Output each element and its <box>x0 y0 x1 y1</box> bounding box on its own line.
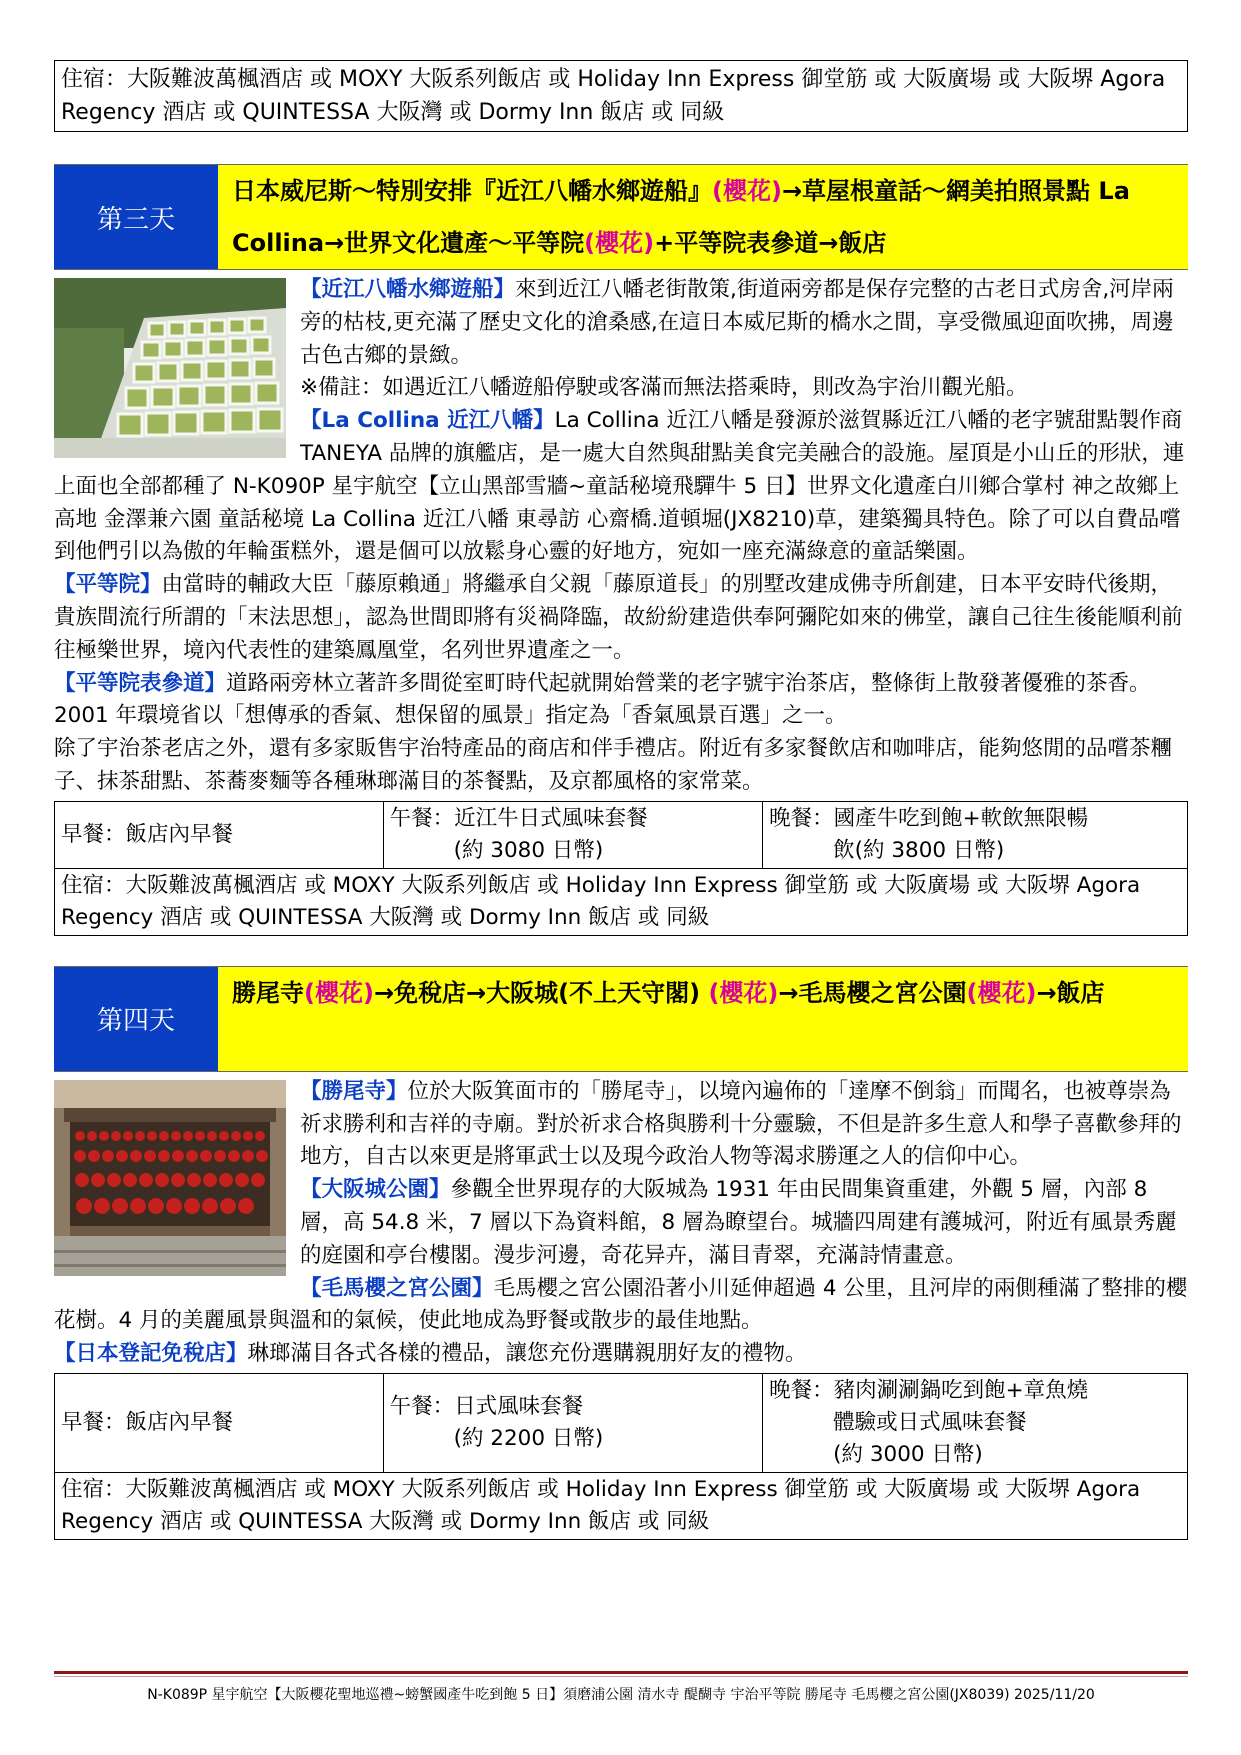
itinerary-page <box>54 60 1188 1540</box>
day3-label: 第三天 <box>54 165 218 269</box>
title-part: →飯店 <box>1036 978 1105 1007</box>
title-sakura-tag: (櫻花) <box>304 978 374 1007</box>
title-sakura-tag: (櫻花) <box>966 978 1037 1007</box>
day3-meals-table <box>54 801 1188 936</box>
dinner-line-2: 體驗或日式風味套餐 <box>833 1409 1027 1435</box>
section-text: 毛馬櫻之宮公園沿著小川延伸超過 4 公里，且河岸的兩側種滿了整排的櫻花樹。4 月的美麗風景與溫和的氣候，使此地成為野餐或散步的最佳地點。 <box>54 1275 1188 1334</box>
title-part: +平等院表參道→飯店 <box>654 229 887 257</box>
lunch-cell <box>383 801 763 868</box>
day3-header <box>54 164 1188 270</box>
day4-meals-table <box>54 1373 1188 1540</box>
section-heading: 【毛馬櫻之宮公園】 <box>300 1275 494 1301</box>
title-part: 勝尾寺 <box>232 978 304 1007</box>
lodging-box-top: 住宿：大阪難波萬楓酒店 或 MOXY 大阪系列飯店 或 Holiday Inn Express 御堂筋 或 大阪廣場 或 大阪堺 Agora Regency 酒店 或 QUINTESSA 大阪灣 或 Dormy Inn 飯店 或 同級 <box>54 60 1188 132</box>
day4-header <box>54 966 1188 1072</box>
section-heading: 【平等院】 <box>54 572 162 598</box>
section-text: 位於大阪箕面市的「勝尾寺」，以境內遍佈的「達摩不倒翁」而聞名，也被尊崇為祈求勝利和吉祥的寺廟。對於祈求合格與勝利十分靈驗，不但是許多生意人和學子喜歡參拜的地方，自古以來更是將軍武士以及現今政治人物等渴求勝運之人的信仰中心。 <box>300 1078 1182 1170</box>
dinner-cell <box>763 801 1188 868</box>
day4-title <box>218 967 1188 1071</box>
uji-shops: 除了宇治茶老店之外，還有多家販售宇治特產品的商店和伴手禮店。附近有多家餐飲店和咖啡店，能夠悠閒的品嚐茶糰子、抹茶甜點、茶蕎麥麵等各種琳瑯滿目的茶餐點，及京都風格的家常菜。 <box>54 736 1173 794</box>
title-part: →草屋根童話～網美拍照景點 La Collina→世界文化遺產～平等院 <box>232 177 1130 257</box>
dinner-price: (約 3000 日幣) <box>833 1441 983 1467</box>
section-text: 由當時的輔政大臣「藤原賴通」將繼承自父親「藤原道長」的別墅改建成佛寺所創建，日本平安時代後期，貴族間流行所謂的「末法思想」，認為世間即將有災禍降臨，故紛紛建造供奉阿彌陀如來的佛堂，讓自己往生後能順利前往極樂世界，境內代表性的建築鳳凰堂，名列世界遺產之一。 <box>54 572 1183 663</box>
title-part: 日本威尼斯～特別安排『近江八幡水鄉遊船』 <box>232 177 712 205</box>
title-part: →免稅店→大阪城(不上天守閣) <box>373 978 709 1007</box>
section-heading: 【大阪城公園】 <box>300 1177 451 1203</box>
dinner-line-2: 飲(約 3800 日幣) <box>833 837 1005 863</box>
lunch-line: 午餐：近江牛日式風味套餐 <box>389 805 648 831</box>
lodging-cell: 住宿：大阪難波萬楓酒店 或 MOXY 大阪系列飯店 或 Holiday Inn Express 御堂筋 或 大阪廣場 或 大阪堺 Agora Regency 酒店 或 QUINTESSA 大阪灣 或 Dormy Inn 飯店 或 同級 <box>55 1472 1188 1539</box>
title-part: →毛馬櫻之宮公園 <box>778 978 967 1007</box>
section-heading: 【La Collina 近江八幡】 <box>300 408 555 434</box>
breakfast-cell: 早餐：飯店內早餐 <box>55 801 384 868</box>
section-heading: 【平等院表參道】 <box>54 670 227 696</box>
day4-content <box>54 1076 1188 1371</box>
day3-title <box>218 165 1188 269</box>
lunch-cell <box>383 1373 763 1472</box>
katsuoji-daruma-photo <box>54 1080 286 1276</box>
lunch-line: 午餐：日式風味套餐 <box>389 1393 584 1419</box>
footer-rule <box>54 1671 1188 1674</box>
section-heading: 【勝尾寺】 <box>300 1078 408 1104</box>
section-heading: 【近江八幡水鄉遊船】 <box>300 277 516 302</box>
title-sakura-tag: (櫻花) <box>584 229 655 257</box>
la-collina-photo <box>54 278 286 458</box>
section-text: La Collina 近江八幡是發源於滋賀縣近江八幡的老字號甜點製作商 TANEYA 品牌的旗艦店，是一處大自然與甜點美食完美融合的設施。屋頂是小山丘的形狀，連上面也全部都種了 N-K090P 星宇航空【立山黑部雪牆~童話秘境飛驒牛 5 日】世界文化遺產白川鄉合掌村 神之故鄉上高地 金澤兼六園 童話秘境 La Collina 近江八幡 東尋訪 心齋橋.道頓堀(JX8210)草，建築獨具特色。除了可以自費品嚐到他們引以為傲的年輪蛋糕外，還是個可以放鬆身心靈的好地方，宛如一座充滿綠意的童話樂園。 <box>54 408 1185 565</box>
breakfast-cell: 早餐：飯店內早餐 <box>55 1373 384 1472</box>
page-footer: N-K089P 星宇航空【大阪櫻花聖地巡禮~螃蟹國產牛吃到飽 5 日】須磨浦公園 清水寺 醍醐寺 宇治平等院 勝尾寺 毛馬櫻之宮公園(JX8039) 2025/11/20 <box>147 1687 1095 1703</box>
day4-label: 第四天 <box>54 967 218 1071</box>
duty-free-shop <box>54 1338 1188 1371</box>
section-text: 參觀全世界現存的大阪城為 1931 年由民間集資重建，外觀 5 層，內部 8 層，高 54.8 米，7 層以下為資料館，8 層為瞭望台。城牆四周建有護城河，附近有風景秀麗的庭園和亭台樓閣。漫步河邊，奇花异卉，滿目青翠，充滿詩情畫意。 <box>300 1177 1177 1268</box>
dinner-line: 晚餐：國產牛吃到飽+軟飲無限暢 <box>769 805 1089 831</box>
dinner-line: 晚餐：豬肉涮涮鍋吃到飽+章魚燒 <box>769 1377 1089 1403</box>
day3-content <box>54 274 1188 799</box>
byodoin <box>54 569 1188 667</box>
title-sakura-tag: (櫻花) <box>708 978 779 1007</box>
footer-rule-thin <box>54 1676 1188 1677</box>
section-text: 道路兩旁林立著許多間從室町時代起就開始營業的老字號宇治茶店，整條街上散發著優雅的茶香。2001 年環境省以「想傳承的香氣、想保留的風景」指定為「香氣風景百選」之一。 <box>54 670 1151 729</box>
lunch-price: (約 3080 日幣) <box>453 837 604 863</box>
kema-sakuranomiya-park <box>54 1273 1188 1339</box>
lunch-price: (約 2200 日幣) <box>453 1425 604 1451</box>
section-text: 琳瑯滿目各式各樣的禮品，讓您充份選購親朋好友的禮物。 <box>247 1341 807 1367</box>
lodging-cell: 住宿：大阪難波萬楓酒店 或 MOXY 大阪系列飯店 或 Holiday Inn Express 御堂筋 或 大阪廣場 或 大阪堺 Agora Regency 酒店 或 QUINTESSA 大阪灣 或 Dormy Inn 飯店 或 同級 <box>55 868 1188 935</box>
dinner-cell <box>763 1373 1188 1472</box>
byodoin-omotesando <box>54 668 1188 734</box>
section-heading: 【日本登記免稅店】 <box>54 1341 248 1367</box>
boat-note: ※備註：如遇近江八幡遊船停駛或客滿而無法搭乘時，則改為宇治川觀光船。 <box>300 375 1028 401</box>
title-sakura-tag: (櫻花) <box>712 177 782 205</box>
section-text: 來到近江八幡老街散策,街道兩旁都是保存完整的古老日式房舍,河岸兩旁的枯枝,更充滿了歷史文化的滄桑感,在這日本威尼斯的橋水之間，享受微風迎面吹拂，周邊古色古鄉的景緻。 <box>300 277 1174 368</box>
